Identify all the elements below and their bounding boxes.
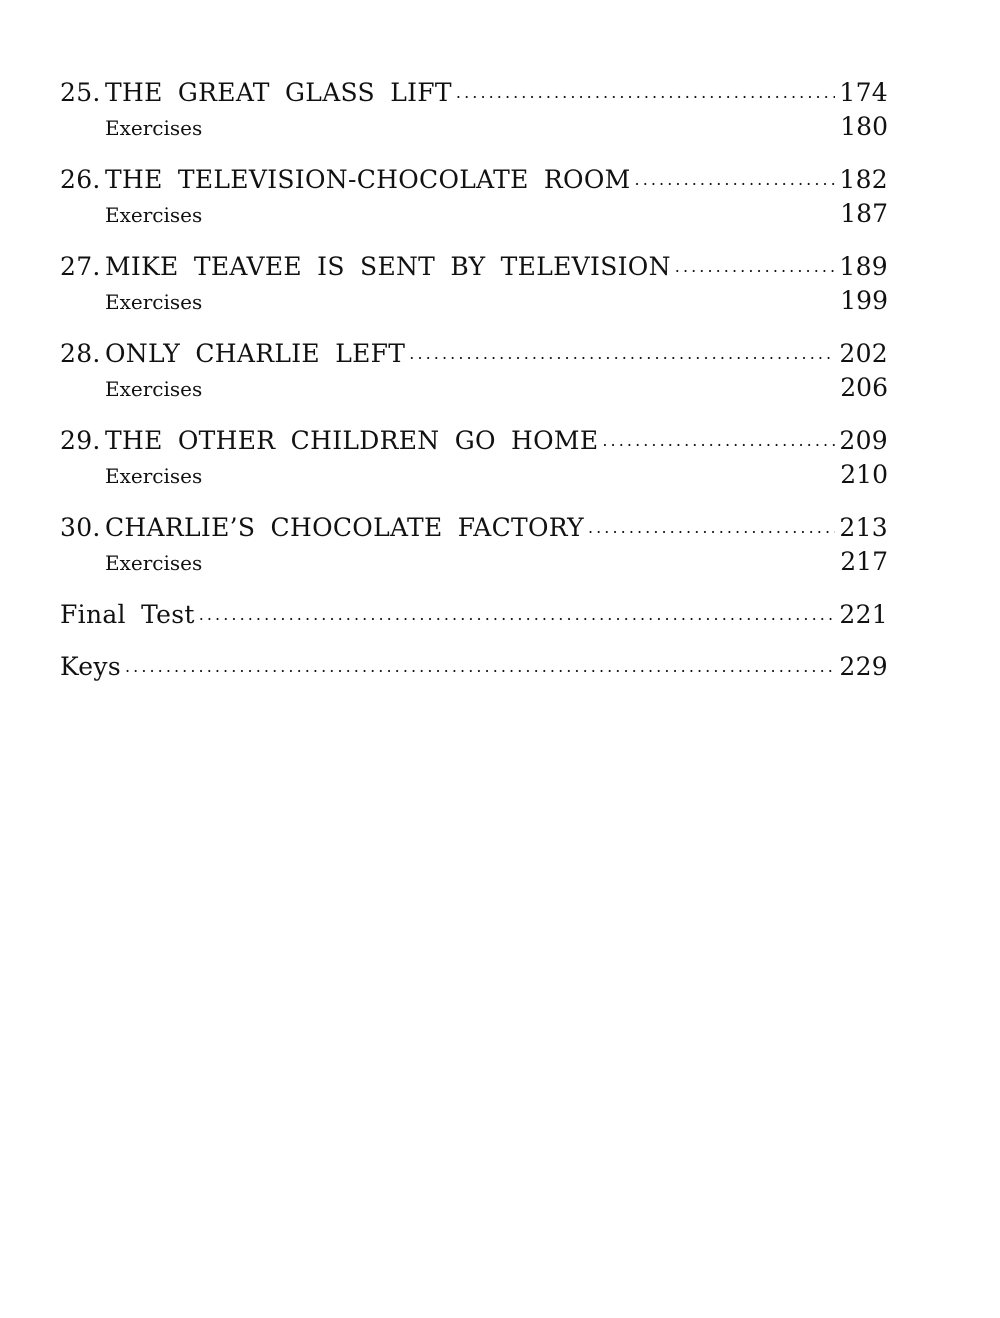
exercises-row[interactable] bbox=[60, 458, 888, 493]
exercises-row[interactable] bbox=[60, 545, 888, 580]
exercises-row[interactable] bbox=[60, 371, 888, 406]
chapter-heading-row[interactable] bbox=[60, 163, 888, 197]
chapter-title: MIKE TEAVEE IS SENT BY TELEVISION bbox=[105, 252, 671, 281]
exercises-page-number: 199 bbox=[840, 286, 888, 315]
chapter-number: 26. bbox=[60, 165, 101, 194]
chapter-number: 30. bbox=[60, 513, 101, 542]
final-test-title: Final Test bbox=[60, 600, 195, 629]
dot-leader bbox=[206, 376, 836, 396]
chapter-page-number: 182 bbox=[839, 165, 888, 194]
toc-entry-keys bbox=[60, 650, 888, 684]
chapter-heading-row[interactable] bbox=[60, 76, 888, 110]
dot-leader bbox=[199, 598, 836, 623]
exercises-page-number: 180 bbox=[840, 112, 888, 141]
exercises-label: Exercises bbox=[105, 377, 203, 401]
keys-title: Keys bbox=[60, 652, 121, 681]
chapter-number: 28. bbox=[60, 339, 101, 368]
exercises-row[interactable] bbox=[60, 110, 888, 145]
dot-leader bbox=[409, 337, 835, 362]
chapter-title: CHARLIE’S CHOCOLATE FACTORY bbox=[105, 513, 584, 542]
table-of-contents bbox=[60, 76, 888, 702]
exercises-label: Exercises bbox=[105, 116, 203, 140]
exercises-row[interactable] bbox=[60, 284, 888, 319]
chapter-heading-row[interactable] bbox=[60, 424, 888, 458]
final-test-row[interactable] bbox=[60, 598, 888, 632]
toc-entry-chapter-25 bbox=[60, 76, 888, 145]
dot-leader bbox=[206, 550, 836, 570]
exercises-label: Exercises bbox=[105, 464, 203, 488]
dot-leader bbox=[206, 289, 836, 309]
chapter-heading-row[interactable] bbox=[60, 511, 888, 545]
exercises-label: Exercises bbox=[105, 290, 203, 314]
chapter-heading-row[interactable] bbox=[60, 337, 888, 371]
chapter-heading-row[interactable] bbox=[60, 250, 888, 284]
dot-leader bbox=[206, 202, 836, 222]
dot-leader bbox=[588, 511, 835, 536]
toc-entry-final-test bbox=[60, 598, 888, 632]
chapter-title: ONLY CHARLIE LEFT bbox=[105, 339, 406, 368]
chapter-number: 25. bbox=[60, 78, 101, 107]
final-test-page-number: 221 bbox=[839, 600, 888, 629]
chapter-title: THE GREAT GLASS LIFT bbox=[105, 78, 452, 107]
exercises-label: Exercises bbox=[105, 551, 203, 575]
chapter-title: THE OTHER CHILDREN GO HOME bbox=[105, 426, 599, 455]
dot-leader bbox=[635, 163, 836, 188]
toc-entry-chapter-27 bbox=[60, 250, 888, 319]
dot-leader bbox=[602, 424, 835, 449]
chapter-number: 29. bbox=[60, 426, 101, 455]
chapter-page-number: 209 bbox=[839, 426, 888, 455]
keys-page-number: 229 bbox=[839, 652, 888, 681]
exercises-page-number: 217 bbox=[840, 547, 888, 576]
dot-leader bbox=[125, 650, 835, 675]
exercises-page-number: 210 bbox=[840, 460, 888, 489]
exercises-label: Exercises bbox=[105, 203, 203, 227]
chapter-page-number: 202 bbox=[839, 339, 888, 368]
dot-leader bbox=[675, 250, 836, 275]
chapter-title: THE TELEVISION-CHOCOLATE ROOM bbox=[105, 165, 631, 194]
exercises-row[interactable] bbox=[60, 197, 888, 232]
chapter-page-number: 174 bbox=[839, 78, 888, 107]
chapter-number: 27. bbox=[60, 252, 101, 281]
toc-entry-chapter-28 bbox=[60, 337, 888, 406]
toc-entry-chapter-26 bbox=[60, 163, 888, 232]
dot-leader bbox=[206, 463, 836, 483]
keys-row[interactable] bbox=[60, 650, 888, 684]
toc-entry-chapter-29 bbox=[60, 424, 888, 493]
chapter-page-number: 213 bbox=[839, 513, 888, 542]
exercises-page-number: 187 bbox=[840, 199, 888, 228]
exercises-page-number: 206 bbox=[840, 373, 888, 402]
dot-leader bbox=[456, 76, 835, 101]
chapter-page-number: 189 bbox=[839, 252, 888, 281]
dot-leader bbox=[206, 115, 836, 135]
toc-entry-chapter-30 bbox=[60, 511, 888, 580]
